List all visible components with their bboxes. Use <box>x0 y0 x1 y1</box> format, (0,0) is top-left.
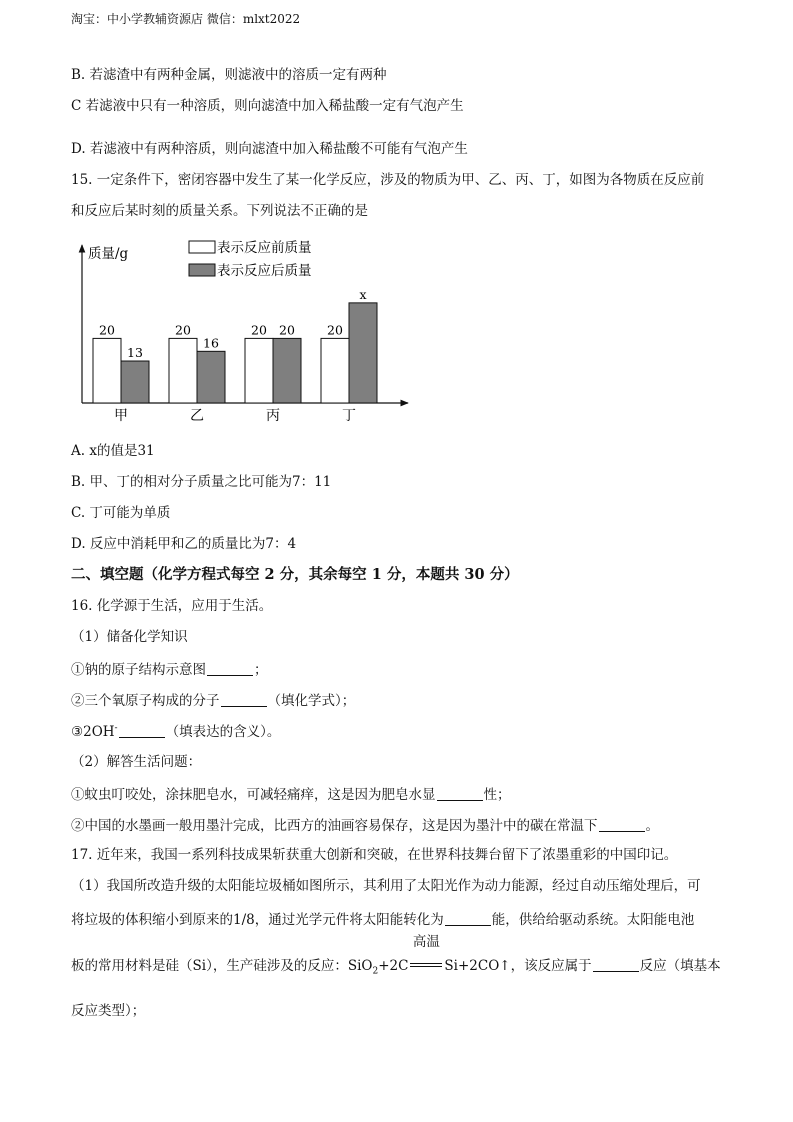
q17-line2-text: 将垃圾的体积缩小到原来的1/8，通过光学元件将太阳能转化为 <box>71 912 444 928</box>
q16-item1 <box>71 662 268 678</box>
answer-blank[interactable] <box>593 958 639 972</box>
bar-value-label: 20 <box>99 322 115 338</box>
bar-before-3 <box>321 338 349 403</box>
q16-part2: （2）解答生活问题： <box>71 754 202 770</box>
bar-value-label: 20 <box>327 322 343 338</box>
bar-after-1 <box>197 351 225 403</box>
q17-product: Si+2CO↑，该反应属于 <box>444 958 592 974</box>
q17-line3 <box>71 934 721 977</box>
q17-stem: 17. 近年来，我国一系列科技成果斩获重大创新和突破，在世界科技舞台留下了浓墨重彩的中国印记。 <box>71 847 678 863</box>
q16-item2-end: （填化学式）； <box>267 693 356 709</box>
bar-after-3 <box>349 303 377 403</box>
subscript-2: 2 <box>372 966 379 977</box>
y-axis-label: 质量/g <box>88 246 129 262</box>
bar-value-label: 13 <box>127 345 143 361</box>
q15-option-c: C. 丁可能为单质 <box>71 505 171 521</box>
q16-item4 <box>71 787 511 803</box>
q14-option-b: B. 若滤渣中有两种金属，则滤液中的溶质一定有两种 <box>71 67 387 83</box>
q15-option-b: B. 甲、丁的相对分子质量之比可能为7：11 <box>71 474 332 490</box>
q16-item4-end: 性； <box>483 787 511 803</box>
bar-before-1 <box>169 338 197 403</box>
q16-stem: 16. 化学源于生活，应用于生活。 <box>71 598 273 614</box>
charge-superscript: - <box>114 723 118 734</box>
q17-reactant: +2C <box>378 958 409 974</box>
section-title: 二、填空题（化学方程式每空 2 分，其余每空 1 分，本题共 30 分） <box>71 566 519 583</box>
legend-label-after: 表示反应后质量 <box>217 263 312 279</box>
equals-sign <box>410 963 442 967</box>
answer-blank[interactable] <box>437 787 483 801</box>
page-header: 淘宝：中小学教辅资源店 微信：mlxt2022 <box>71 12 301 26</box>
q17-line2 <box>71 912 694 928</box>
q16-item3-text: ③2OH <box>71 724 115 740</box>
category-label: 丁 <box>342 408 356 424</box>
legend-label-before: 表示反应前质量 <box>217 240 312 256</box>
q15-stem-line2: 和反应后某时刻的质量关系。下列说法不正确的是 <box>71 203 368 219</box>
q16-item2-text: ②三个氧原子构成的分子 <box>71 693 220 709</box>
bar-value-label: 20 <box>251 322 267 338</box>
q15-option-d: D. 反应中消耗甲和乙的质量比为7：4 <box>71 536 297 552</box>
q15-stem-line1: 15. 一定条件下，密闭容器中发生了某一化学反应，涉及的物质为甲、乙、丙、丁，如图为各物质在反应前 <box>71 172 705 188</box>
q16-part1: （1）储备化学知识 <box>71 629 188 645</box>
bar-value-label: 16 <box>203 335 219 351</box>
q16-item1-end: ； <box>254 662 268 678</box>
q17-line2-end: 能，供给给驱动系统。太阳能电池 <box>491 912 695 928</box>
answer-blank[interactable] <box>119 724 165 738</box>
q16-item5 <box>71 818 659 834</box>
q14-option-d: D. 若滤液中有两种溶质，则向滤渣中加入稀盐酸不可能有气泡产生 <box>71 141 468 157</box>
q16-item2 <box>71 693 355 709</box>
category-label: 丙 <box>266 408 280 424</box>
answer-blank[interactable] <box>221 693 267 707</box>
q14-option-c: C 若滤液中只有一种溶质，则向滤渣中加入稀盐酸一定有气泡产生 <box>71 98 464 114</box>
q15-option-a: A. x的值是31 <box>71 443 155 459</box>
bar-after-0 <box>121 361 149 403</box>
q16-item3-end: （填表达的含义）。 <box>165 724 281 740</box>
answer-blank[interactable] <box>599 818 645 832</box>
reaction-condition <box>408 934 444 972</box>
bar-value-label: x <box>359 286 367 302</box>
bar-before-0 <box>93 338 121 403</box>
q17-line4: 反应类型）； <box>71 1003 146 1019</box>
bar-value-label: 20 <box>175 322 191 338</box>
q17-line1: （1）我国所改造升级的太阳能垃圾桶如图所示，其利用了太阳光作为动力能源，经过自动压缩处理后，可 <box>71 878 701 894</box>
q16-item5-text: ②中国的水墨画一般用墨汁完成，比西方的油画容易保存，这是因为墨汁中的碳在常温下 <box>71 818 598 834</box>
answer-blank[interactable] <box>207 662 253 676</box>
bar-after-2 <box>273 338 301 403</box>
legend-swatch-after <box>189 264 215 276</box>
bar-value-label: 20 <box>279 322 295 338</box>
q17-line3-text: 板的常用材料是硅（Si），生产硅涉及的反应：SiO <box>71 958 373 974</box>
q16-item4-text: ①蚊虫叮咬处，涂抹肥皂水，可减轻痛痒，这是因为肥皂水显 <box>71 787 436 803</box>
answer-blank[interactable] <box>445 912 491 926</box>
category-label: 乙 <box>190 408 204 424</box>
q17-line3-end: 反应（填基本 <box>639 958 721 974</box>
q16-item1-text: ①钠的原子结构示意图 <box>71 662 206 678</box>
bar-before-2 <box>245 338 273 403</box>
legend-swatch-before <box>189 241 215 253</box>
reaction-condition-text: 高温 <box>412 934 440 950</box>
q16-item5-end: 。 <box>645 818 659 834</box>
mass-bar-chart <box>70 235 430 430</box>
category-label: 甲 <box>114 408 128 424</box>
q16-item3 <box>71 724 280 740</box>
